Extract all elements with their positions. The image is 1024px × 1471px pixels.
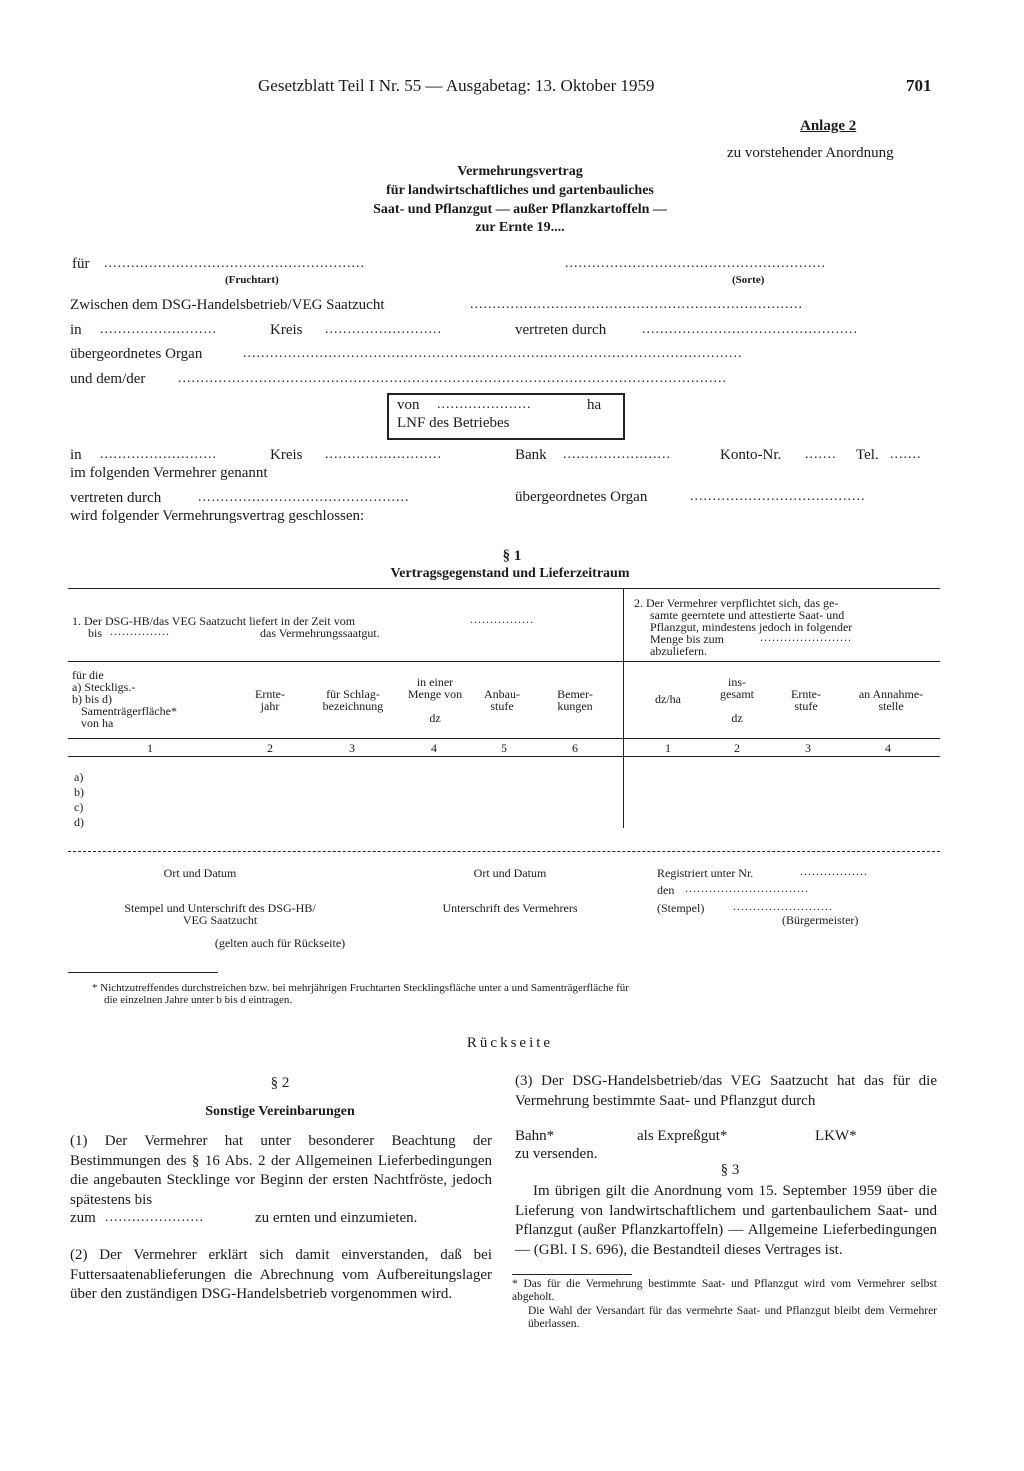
col-num-left-6: 6 — [572, 741, 578, 755]
section1-right-text-3: Pflanzgut, mindestens jedoch in folgender — [650, 620, 853, 634]
label-in2: in — [70, 447, 82, 463]
table-header-bottom — [68, 738, 940, 739]
section2-paragraph-1: (1) Der Vermehrer hat unter besonderer Beachtung der Bestimmungen des § 16 Abs. 2 der Allgemeinen Lieferbedingungen die angebauten Stecklinge vor Beginn der ersten Nachtfröste, jedoch spätestens bis — [70, 1133, 492, 1208]
label-in: in — [70, 322, 82, 338]
section1-right-text-4: Menge bis zum — [650, 632, 724, 646]
col-num-right-2: 2 — [734, 741, 740, 755]
label-sorte: (Sorte) — [732, 274, 765, 286]
col-num-left-1: 1 — [147, 741, 153, 755]
col-head-left-4: in einer Menge von dz — [407, 675, 463, 725]
contract-title-line4: zur Ernte 19.... — [475, 220, 565, 235]
contract-title-line3: Saat- und Pflanzgut — außer Pflanzkartoffeln — — [373, 202, 667, 217]
sig-gelten: (gelten auch für Rückseite) — [214, 936, 346, 950]
label-konto: Konto-Nr. — [720, 447, 782, 463]
option-lkw[interactable]: LKW* — [815, 1128, 857, 1144]
footnote2-line2: Die Wahl der Versandart für das vermehrte Saat- und Pflanzgut bleibt dem Vermehrer überlassen. — [528, 1305, 937, 1330]
col-num-left-2: 2 — [267, 741, 273, 755]
section2-p1-zum: zum — [70, 1210, 96, 1226]
label-box-von: von — [397, 397, 420, 413]
page-header-title: Gesetzblatt Teil I Nr. 55 — Ausgabetag: 13. Oktober 1959 — [258, 76, 655, 95]
in2-field[interactable]: .......................... — [100, 447, 217, 462]
label-box-lnf: LNF des Betriebes — [397, 415, 510, 431]
col-num-right-4: 4 — [885, 741, 891, 755]
uebergeordnet-field[interactable]: ............................................................................................................... — [243, 346, 743, 361]
section2-title: Sonstige Vereinbarungen — [205, 1104, 355, 1119]
col-head-left-1: für die a) Steckligs.- b) bis d) Samenträgerfläche* von ha — [72, 668, 177, 730]
col-num-right-1: 1 — [665, 741, 671, 755]
box-von-field[interactable]: ..................... — [437, 397, 532, 412]
col-num-right-3: 3 — [805, 741, 811, 755]
konto-field[interactable]: ....... — [805, 447, 837, 462]
section2-versenden: zu versenden. — [515, 1146, 598, 1162]
tel-field[interactable]: ....... — [890, 447, 922, 462]
label-vertreten2: vertreten durch — [70, 490, 162, 506]
section1-left-text-1: 1. Der DSG-HB/das VEG Saatzucht liefert in der Zeit vom — [72, 614, 356, 628]
label-tel: Tel. — [856, 447, 879, 463]
sig-registriert: Registriert unter Nr. — [657, 866, 754, 880]
kreis2-field[interactable]: .......................... — [325, 447, 442, 462]
label-wird-folgender: wird folgender Vermehrungsvertrag geschlossen: — [70, 508, 365, 524]
zwischen-field[interactable]: .......................................................................... — [470, 297, 803, 312]
section2-p1-end: zu ernten und einzumieten. — [255, 1210, 418, 1226]
section2-paragraph-2: (2) Der Vermehrer erklärt sich damit einverstanden, daß bei Futtersaatenablieferungen die Abrechnung vom Aufbereitungslager über den zuständigen DSG-Handelsbetrieb vorgenommen wird. — [70, 1247, 492, 1302]
table-bottom-line — [68, 851, 940, 852]
section1-right-text-1: 2. Der Vermehrer verpflichtet sich, das ge- — [634, 596, 839, 610]
section3-text: Im übrigen gilt die Anordnung vom 15. September 1959 über die Lieferung von landwirtschaftlichem und gartenbaulichem Saat- und Pflanzgut (außer Pflanzkartoffeln) — Allgemeine Lieferbedingungen — (GBl. I S. 696), die Bestandteil dieses Vertrages ist. — [515, 1183, 937, 1258]
sig-buergermeister-field[interactable]: ......................... — [733, 899, 833, 913]
col-num-left-3: 3 — [349, 741, 355, 755]
section1-left-text-2: bis — [88, 626, 103, 640]
section1-menge-field[interactable]: ....................... — [760, 630, 852, 644]
row-label-c: c) — [74, 800, 84, 814]
label-box-ha: ha — [587, 397, 602, 413]
vertreten2-field[interactable]: ............................................... — [198, 490, 410, 505]
section2-paragraph-3: (3) Der DSG-Handelsbetrieb/das VEG Saatzucht hat das für die Vermehrung bestimmte Saat- und Pflanzgut durch — [515, 1073, 937, 1109]
section2-number: § 2 — [270, 1075, 290, 1091]
col-head-right-3: Ernte- stufe — [791, 687, 821, 713]
label-bank: Bank — [515, 447, 547, 463]
kreis-field[interactable]: .......................... — [325, 322, 442, 337]
footnote1-line2: die einzelnen Jahre unter b bis d eintragen. — [104, 994, 293, 1006]
label-uebergeordnet: übergeordnetes Organ — [70, 346, 203, 362]
label-vertreten: vertreten durch — [515, 322, 607, 338]
section1-date-from-field[interactable]: ................ — [470, 612, 534, 626]
sig-ort-datum-2: Ort und Datum — [473, 866, 547, 880]
uebergeordnet2-field[interactable]: ....................................... — [690, 489, 866, 504]
sig-stempel-3: (Stempel) — [657, 901, 705, 915]
section1-title: Vertragsgegenstand und Lieferzeitraum — [390, 566, 630, 581]
col-head-right-4: an Annahme- stelle — [858, 687, 924, 713]
fruchtart-field[interactable]: .......................................................... — [104, 256, 365, 271]
table-top-line — [68, 588, 940, 589]
section2-ernte-date-field[interactable]: ...................... — [105, 1210, 204, 1225]
sig-stempel-2: VEG Saatzucht — [182, 913, 258, 927]
table-header-top — [68, 661, 940, 662]
section1-right-text-5: abzuliefern. — [650, 644, 707, 658]
label-zwischen: Zwischen dem DSG-Handelsbetrieb/VEG Saatzucht — [70, 297, 385, 313]
col-head-left-2: Ernte- jahr — [255, 687, 285, 713]
contract-title-line1: Vermehrungsvertrag — [457, 164, 583, 179]
vertreten-field[interactable]: ................................................ — [642, 322, 858, 337]
footnote2-line1: * Das für die Vermehrung bestimmte Saat- und Pflanzgut wird vom Vermehrer selbst abgeholt. — [512, 1278, 937, 1303]
section3-number: § 3 — [720, 1162, 740, 1178]
table-nums-bottom — [68, 756, 940, 757]
page-number: 701 — [906, 76, 932, 95]
label-kreis: Kreis — [270, 322, 303, 338]
label-im-folgenden: im folgenden Vermehrer genannt — [70, 465, 268, 481]
anlage-title: Anlage 2 — [800, 118, 857, 134]
sig-stempel-1: Stempel und Unterschrift des DSG-HB/ — [124, 901, 316, 915]
sig-buergermeister: (Bürgermeister) — [782, 913, 859, 927]
sig-registriert-field[interactable]: ................. — [800, 864, 868, 878]
col-head-left-5: Anbau- stufe — [484, 687, 520, 713]
col-num-left-4: 4 — [431, 741, 437, 755]
bank-field[interactable]: ........................ — [563, 447, 671, 462]
col-head-right-1: dz/ha — [655, 692, 681, 706]
label-fuer: für — [72, 256, 90, 272]
sig-den: den — [657, 883, 675, 897]
footnote1-rule — [68, 972, 218, 973]
col-head-left-6: Bemer- kungen — [557, 687, 593, 713]
footnote2-rule — [512, 1274, 632, 1275]
section1-date-to-field[interactable]: ............... — [110, 624, 170, 638]
sig-unterschrift-vermehrer: Unterschrift des Vermehrers — [442, 901, 578, 915]
row-label-a: a) — [74, 770, 84, 784]
row-label-b: b) — [74, 785, 84, 799]
col-head-left-3: für Schlag- bezeichnung — [322, 687, 384, 713]
label-uebergeordnet2: übergeordnetes Organ — [515, 489, 648, 505]
in-field[interactable]: .......................... — [100, 322, 217, 337]
table-divider — [623, 588, 624, 828]
section1-right-text-2: samte geerntete und attestierte Saat- und — [650, 608, 845, 622]
anlage-subtitle: zu vorstehender Anordnung — [727, 145, 894, 161]
label-und-dem: und dem/der — [70, 371, 146, 387]
section1-number: § 1 — [502, 548, 522, 564]
label-fruchtart: (Fruchtart) — [225, 274, 279, 286]
option-bahn[interactable]: Bahn* — [515, 1128, 555, 1144]
row-label-d: d) — [74, 815, 84, 829]
sig-den-field[interactable]: ............................... — [685, 881, 809, 895]
footnote1-line1: * Nichtzutreffendes durchstreichen bzw. bei mehrjährigen Fruchtarten Stecklingsfläche unter a und Samenträgerfläche für — [92, 982, 629, 994]
sorte-field[interactable]: .......................................................... — [565, 256, 826, 271]
option-express[interactable]: als Expreßgut* — [637, 1128, 728, 1144]
section1-left-text-2b: das Vermehrungssaatgut. — [260, 626, 380, 640]
col-num-left-5: 5 — [501, 741, 507, 755]
und-dem-field[interactable]: .......................................................................................................................... — [178, 371, 727, 386]
contract-title-line2: für landwirtschaftliches und gartenbauliches — [386, 183, 654, 198]
label-kreis2: Kreis — [270, 447, 303, 463]
rueckseite-heading: Rückseite — [466, 1035, 554, 1051]
col-head-right-2: ins- gesamt dz — [720, 675, 754, 725]
sig-ort-datum-1: Ort und Datum — [163, 866, 237, 880]
